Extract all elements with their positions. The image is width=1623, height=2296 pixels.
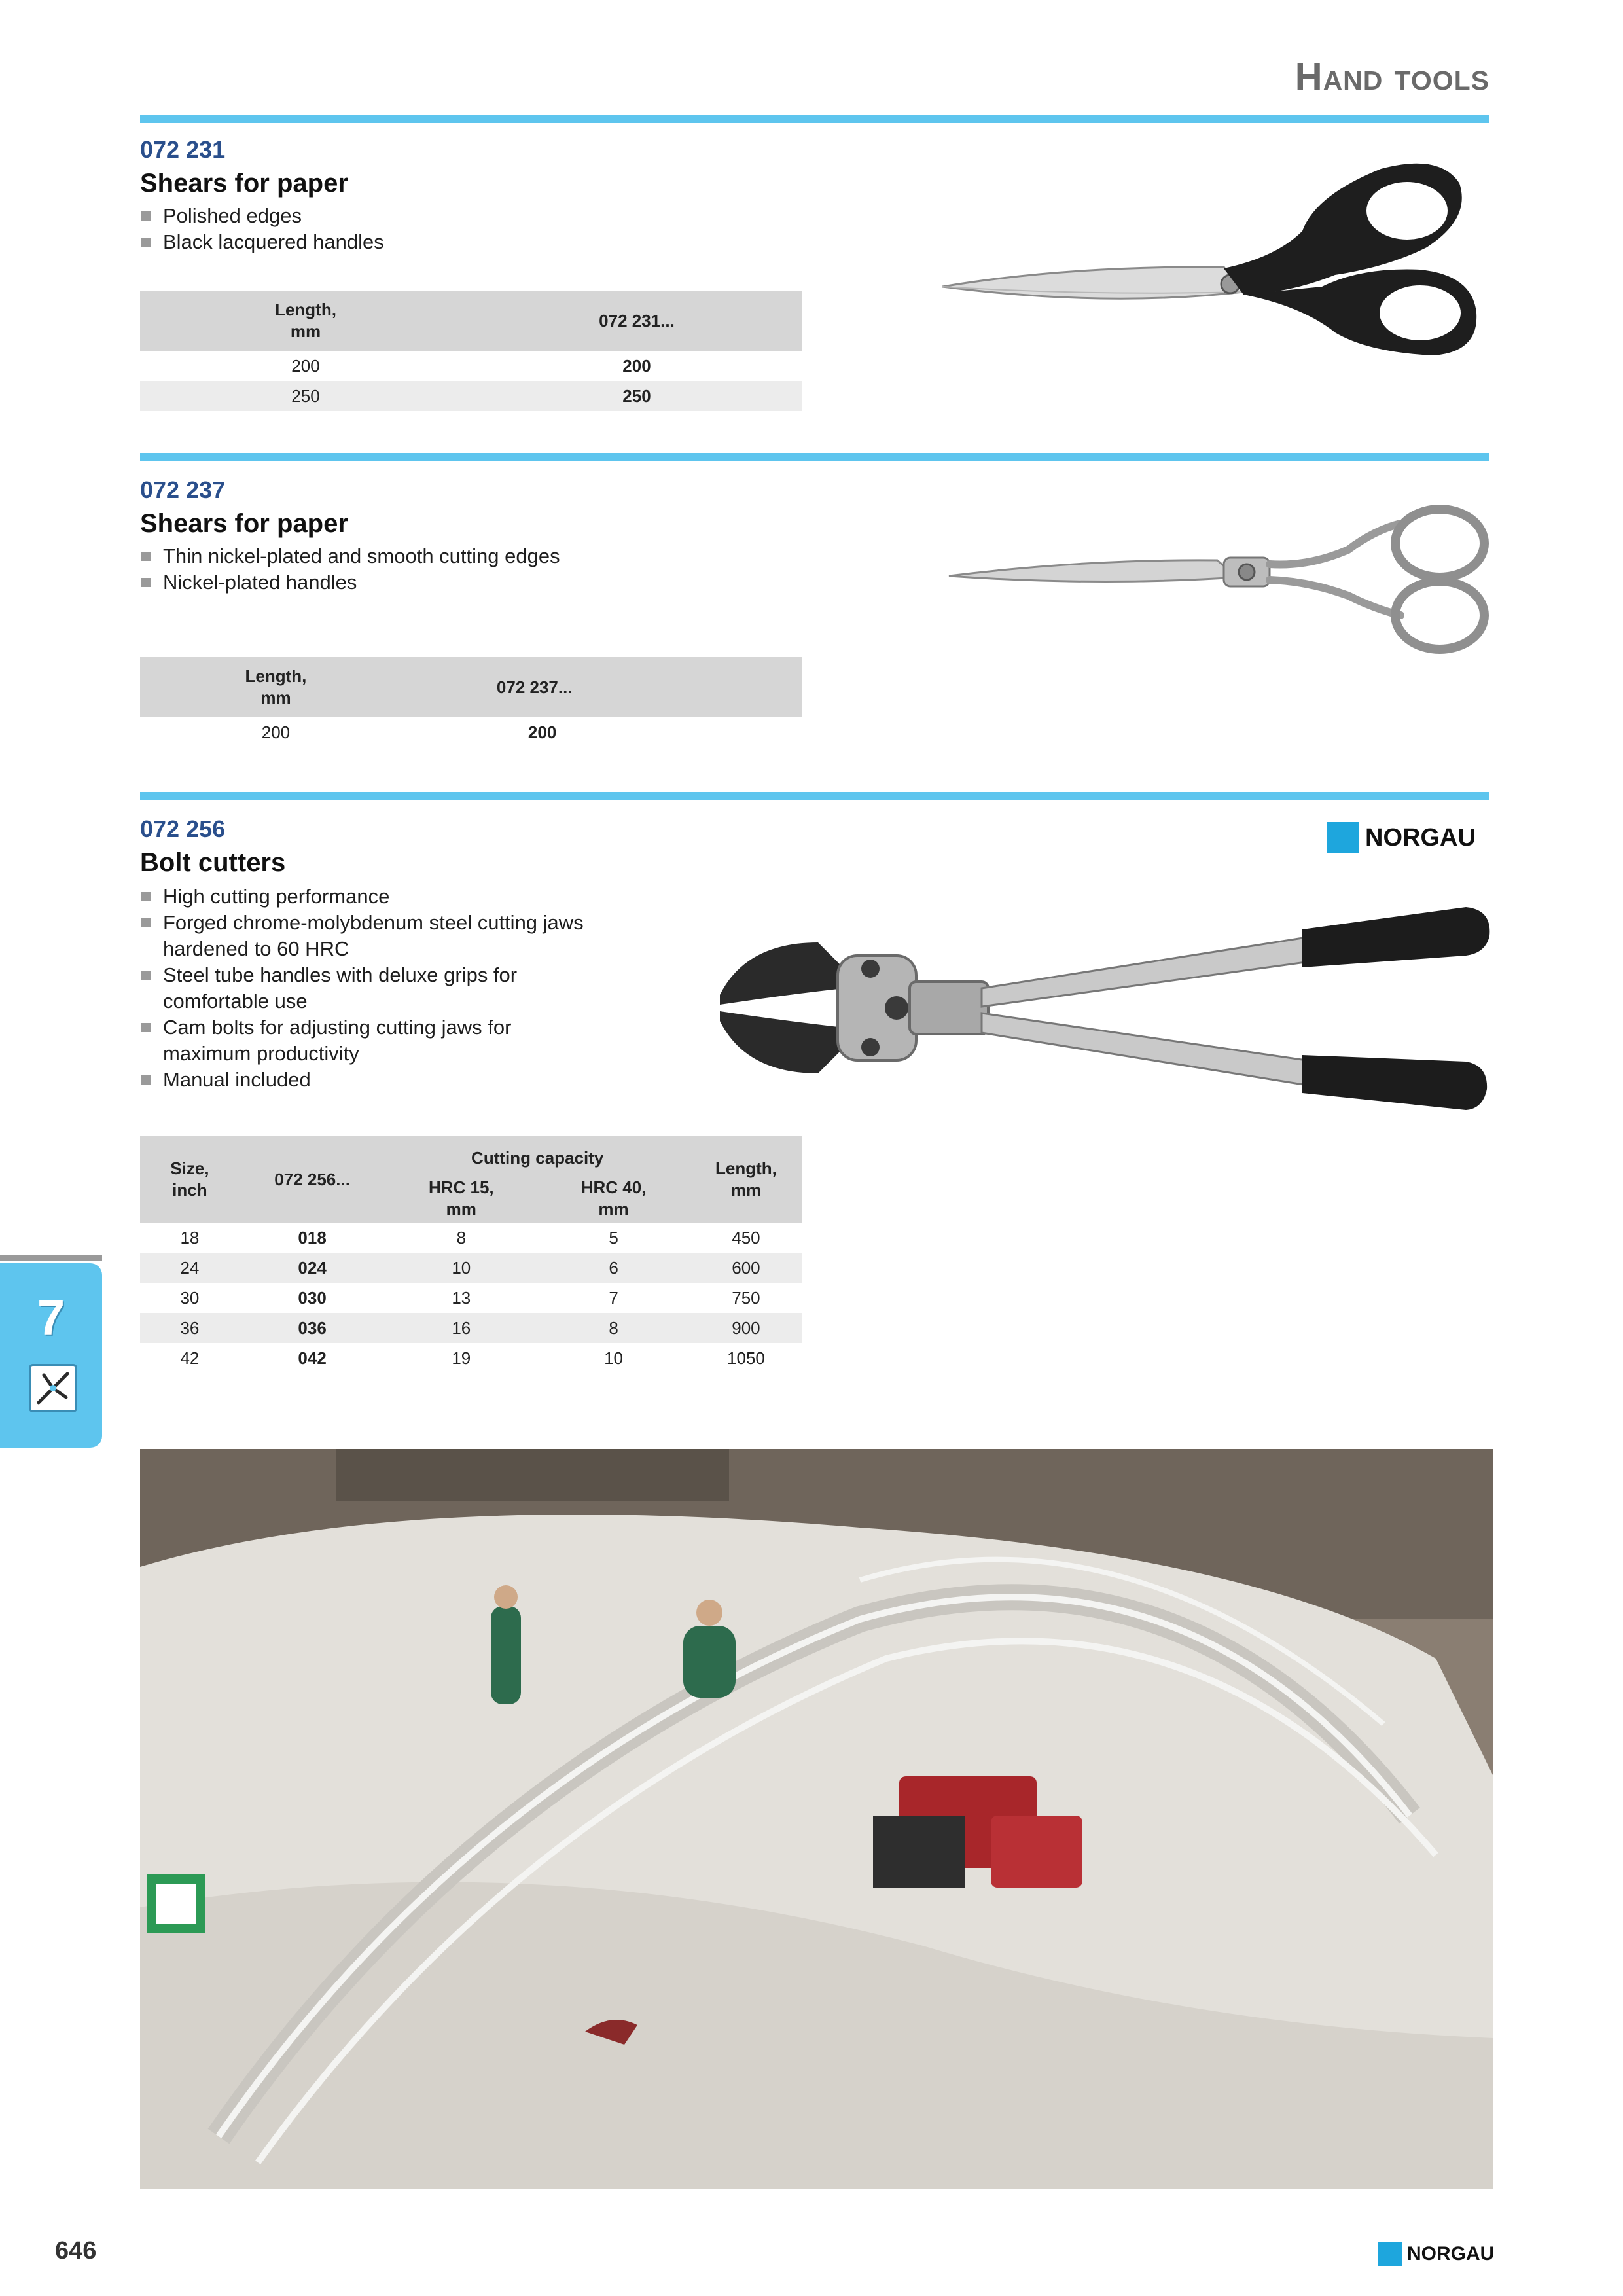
brand-name: NORGAU [1365,823,1476,852]
table-cell: 200 [527,722,557,742]
table-cell: 10 [604,1348,623,1368]
table-cell: 250 [140,381,471,411]
brand-square-icon [1327,822,1359,853]
article-number-072256: 072 256 [140,816,226,842]
table-cell: 10 [385,1253,537,1283]
article-number-072237: 072 237 [140,476,226,503]
product-title-072237: Shears for paper [140,509,348,538]
pliers-icon [29,1364,77,1412]
col-header-length: Length, mm [690,1136,802,1223]
table-cell: 600 [690,1253,802,1283]
feature-item: Polished edges [140,203,384,229]
spec-table-072237 [140,657,802,747]
col-header-size: Size, inch [140,1136,240,1223]
feature-item: Steel tube handles with deluxe grips for comfortable use [140,962,588,1014]
col-header-hrc40: HRC 40, mm [537,1174,690,1223]
table-cell: 200 [622,355,651,376]
feature-item: High cutting performance [140,884,729,910]
table-cell: 450 [732,1227,760,1247]
table-cell: 024 [240,1253,385,1283]
table-cell: 13 [452,1287,471,1308]
feature-item: Thin nickel-plated and smooth cutting edges [140,543,560,569]
section-rule [140,792,1489,800]
spec-table-072256 [140,1136,802,1373]
col-header-hrc15: HRC 15, mm [385,1174,537,1223]
col-header-article: 072 237... [412,657,802,717]
chapter-tab-bar [0,1255,102,1261]
worksite-photo [140,1449,1493,2189]
table-cell: 036 [240,1313,385,1343]
table-cell: 5 [609,1227,618,1247]
feature-list-072231 [140,203,384,255]
table-cell: 36 [140,1313,240,1343]
table-cell: 18 [180,1227,200,1247]
feature-item: Cam bolts for adjusting cutting jaws for maximum productivity [140,1014,588,1067]
paper-shears-black-image [936,156,1499,365]
table-cell: 7 [609,1287,618,1308]
feature-item: Black lacquered handles [140,229,384,255]
table-row [140,1343,802,1373]
table-cell: 750 [732,1287,760,1308]
brand-square-icon [1378,2242,1402,2266]
feature-item: Forged chrome-molybdenum steel cutting jaws hardened to 60 HRC [140,910,634,962]
col-header-length: Length, mm [140,291,471,351]
feature-list-072256 [140,884,729,1093]
spec-table-072231 [140,291,802,411]
table-row [140,1313,802,1343]
col-header-length: Length, mm [140,657,412,717]
article-number-072231: 072 231 [140,136,226,163]
col-header-cutting-capacity: Cutting capacity [385,1136,690,1174]
feature-list-072237 [140,543,560,596]
product-title-072256: Bolt cutters [140,848,286,877]
footer-brand-name: NORGAU [1407,2243,1495,2265]
table-cell: 24 [140,1253,240,1283]
table-cell: 1050 [727,1348,765,1368]
table-cell: 900 [690,1313,802,1343]
table-cell: 42 [180,1348,200,1368]
feature-item: Nickel-plated handles [140,569,560,596]
table-cell: 19 [452,1348,471,1368]
col-header-article: 072 256... [240,1136,385,1223]
page-number: 646 [55,2237,97,2265]
table-cell: 018 [298,1227,327,1247]
table-cell: 030 [298,1287,327,1308]
header-rule [140,115,1489,123]
table-cell: 8 [537,1313,690,1343]
table-cell: 250 [471,381,802,411]
bolt-cutters-image [707,890,1499,1126]
table-row [140,1223,802,1253]
section-rule [140,453,1489,461]
table-cell: 042 [298,1348,327,1368]
table-cell: 200 [291,355,320,376]
table-cell: 200 [261,722,291,742]
feature-item: Manual included [140,1067,729,1093]
page-header-title: Hand tools [1294,56,1489,98]
table-cell: 8 [456,1227,467,1247]
product-title-072231: Shears for paper [140,169,348,198]
brand-badge [1327,822,1476,853]
chapter-number: 7 [37,1290,65,1346]
table-cell: 30 [180,1287,200,1308]
table-cell: 6 [537,1253,690,1283]
table-row [140,1283,802,1313]
paper-shears-nickel-image [942,504,1499,661]
footer-brand-badge [1378,2242,1494,2266]
table-row [140,1253,802,1283]
table-cell: 16 [385,1313,537,1343]
col-header-article: 072 231... [471,291,802,351]
